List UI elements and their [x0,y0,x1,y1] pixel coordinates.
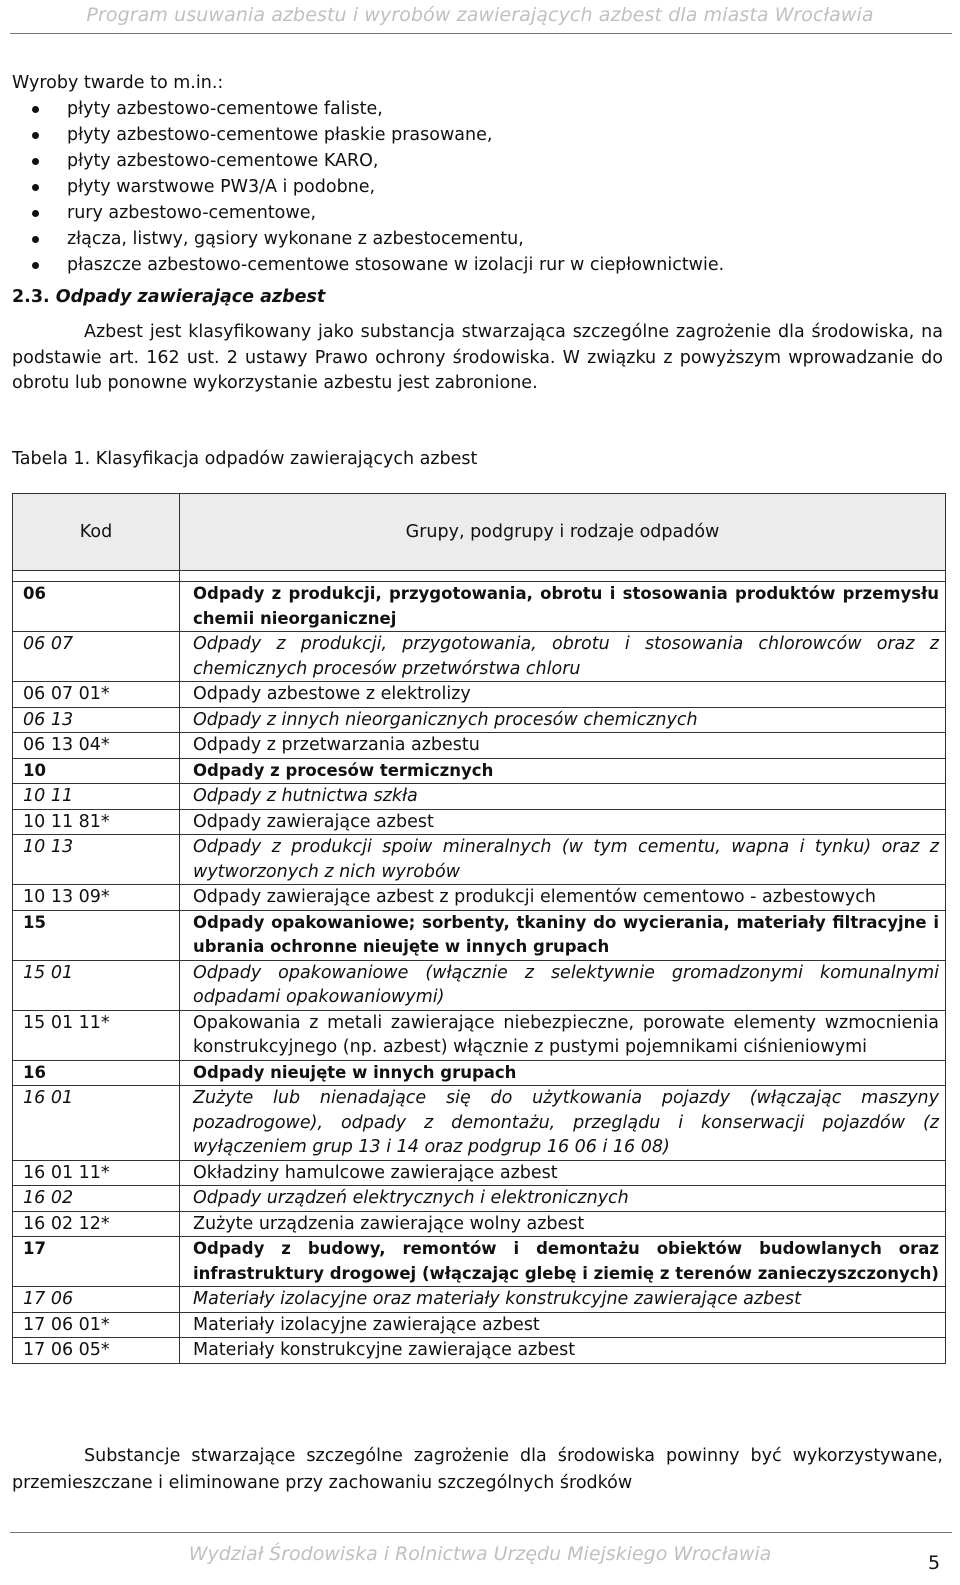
section-heading [12,284,325,310]
waste-code: 10 [13,758,180,784]
section-number: 2.3. [12,287,50,307]
waste-description: Odpady z produkcji spoiw mineralnych (w tym cementu, wapna i tynku) oraz z wytworzonych z nich wyrobów [180,835,946,885]
waste-code: 15 [13,910,180,960]
list-item: rury azbestowo-cementowe, [12,200,942,226]
waste-description: Odpady z przetwarzania azbestu [180,733,946,759]
table-row [13,707,946,733]
waste-code: 10 11 [13,784,180,810]
waste-description: Odpady nieujęte w innych grupach [180,1060,946,1086]
column-header-code: Kod [13,494,180,571]
waste-description: Okładziny hamulcowe zawierające azbest [180,1160,946,1186]
waste-description: Odpady z procesów termicznych [180,758,946,784]
waste-code: 16 02 12* [13,1211,180,1237]
bullet-dot-icon [32,106,39,113]
closing-text: Substancje stwarzające szczególne zagrożenie dla środowiska powinny być wykorzystywane, przemieszczane i eliminowane przy zachowaniu szczególnych środków [12,1446,943,1493]
waste-description: Odpady zawierające azbest z produkcji elementów cementowo - azbestowych [180,885,946,911]
table-row [13,733,946,759]
table-caption: Tabela 1. Klasyfikacja odpadów zawierających azbest [12,449,478,469]
table-row [13,1010,946,1060]
table-row [13,1287,946,1313]
waste-code: 06 13 [13,707,180,733]
waste-description: Odpady opakowaniowe; sorbenty, tkaniny do wycierania, materiały filtracyjne i ubrania ochronne nieujęte w innych grupach [180,910,946,960]
paragraph-text: Azbest jest klasyfikowany jako substancja stwarzająca szczególne zagrożenie dla środowiska, na podstawie art. 162 ust. 2 ustawy Prawo ochrony środowiska. W związku z powyższym wprowadzanie do obrotu lub ponowne wykorzystanie azbestu jest zabronione. [12,322,943,393]
list-item: płaszcze azbestowo-cementowe stosowane w izolacji rur w ciepłownictwie. [12,252,942,278]
waste-description: Odpady z innych nieorganicznych procesów chemicznych [180,707,946,733]
waste-description: Materiały konstrukcyjne zawierające azbest [180,1338,946,1364]
waste-description: Zużyte lub nienadające się do użytkowania pojazdy (włączając maszyny pozadrogowe), odpady z demontażu, przeglądu i konserwacji pojazdów (z wyłączeniem grup 13 i 14 oraz podgrup 16 06 i 16 08) [180,1086,946,1161]
table-row [13,1086,946,1161]
waste-code: 10 11 81* [13,809,180,835]
waste-description: Odpady z produkcji, przygotowania, obrotu i stosowania chlorowców oraz z chemicznych procesów przetwórstwa chloru [180,632,946,682]
waste-description: Odpady opakowaniowe (włącznie z selektywnie gromadzonymi komunalnymi odpadami opakowaniowymi) [180,960,946,1010]
table-row [13,1060,946,1086]
bullet-dot-icon [32,158,39,165]
intro-text: Wyroby twarde to m.in.: [12,73,224,93]
waste-code: 10 13 09* [13,885,180,911]
table-row [13,632,946,682]
waste-code: 17 [13,1237,180,1287]
closing-paragraph [12,1443,943,1497]
table-row [13,835,946,885]
bullet-dot-icon [32,184,39,191]
waste-code: 06 07 01* [13,682,180,708]
waste-code: 10 13 [13,835,180,885]
table-row [13,885,946,911]
list-item: płyty azbestowo-cementowe KARO, [12,148,942,174]
waste-code: 16 01 11* [13,1160,180,1186]
waste-code: 15 01 11* [13,1010,180,1060]
waste-code: 06 [13,582,180,632]
bullet-dot-icon [32,132,39,139]
list-item: złącza, listwy, gąsiory wykonane z azbestocementu, [12,226,942,252]
waste-code: 06 13 04* [13,733,180,759]
waste-description: Odpady z produkcji, przygotowania, obrotu i stosowania produktów przemysłu chemii nieorganicznej [180,582,946,632]
body-paragraph [12,320,943,397]
waste-code: 16 01 [13,1086,180,1161]
waste-description: Odpady z budowy, remontów i demontażu obiektów budowlanych oraz infrastruktury drogowej (włączając glebę i ziemię z terenów zanieczyszczonych) [180,1237,946,1287]
waste-code: 06 07 [13,632,180,682]
list-item: płyty azbestowo-cementowe płaskie prasowane, [12,122,942,148]
table-row [13,809,946,835]
table-row [13,1338,946,1364]
table-spacer-row [13,571,946,582]
page-header [0,0,960,40]
waste-description: Odpady z hutnictwa szkła [180,784,946,810]
header-rule [10,33,952,34]
waste-description: Materiały izolacyjne oraz materiały konstrukcyjne zawierające azbest [180,1287,946,1313]
waste-description: Odpady urządzeń elektrycznych i elektronicznych [180,1186,946,1212]
table-row [13,758,946,784]
column-header-desc: Grupy, podgrupy i rodzaje odpadów [180,494,946,571]
table-row [13,1312,946,1338]
waste-description: Zużyte urządzenia zawierające wolny azbest [180,1211,946,1237]
table-row [13,582,946,632]
bullet-list [12,96,942,278]
waste-classification-table [12,493,946,1364]
table-row [13,1160,946,1186]
section-title: Odpady zawierające azbest [55,287,326,307]
table-row [13,1211,946,1237]
table-row [13,784,946,810]
bullet-dot-icon [32,236,39,243]
header-title: Program usuwania azbestu i wyrobów zawierających azbest dla miasta Wrocławia [86,4,874,26]
footer-text: Wydział Środowiska i Rolnictwa Urzędu Miejskiego Wrocławia [188,1543,772,1565]
waste-description: Opakowania z metali zawierające niebezpieczne, porowate elementy wzmocnienia konstrukcyjnego (np. azbest) włącznie z pustymi pojemnikami ciśnieniowymi [180,1010,946,1060]
waste-code: 16 [13,1060,180,1086]
table-row [13,960,946,1010]
waste-description: Materiały izolacyjne zawierające azbest [180,1312,946,1338]
bullet-dot-icon [32,210,39,217]
waste-code: 15 01 [13,960,180,1010]
list-item: płyty azbestowo-cementowe faliste, [12,96,942,122]
bullet-dot-icon [32,262,39,269]
table-row [13,910,946,960]
waste-description: Odpady zawierające azbest [180,809,946,835]
table-row [13,1237,946,1287]
waste-code: 17 06 05* [13,1338,180,1364]
footer-rule [10,1532,952,1533]
waste-code: 17 06 [13,1287,180,1313]
list-item: płyty warstwowe PW3/A i podobne, [12,174,942,200]
waste-code: 17 06 01* [13,1312,180,1338]
waste-description: Odpady azbestowe z elektrolizy [180,682,946,708]
table-row [13,1186,946,1212]
waste-code: 16 02 [13,1186,180,1212]
table-row [13,682,946,708]
page-number: 5 [928,1552,941,1574]
